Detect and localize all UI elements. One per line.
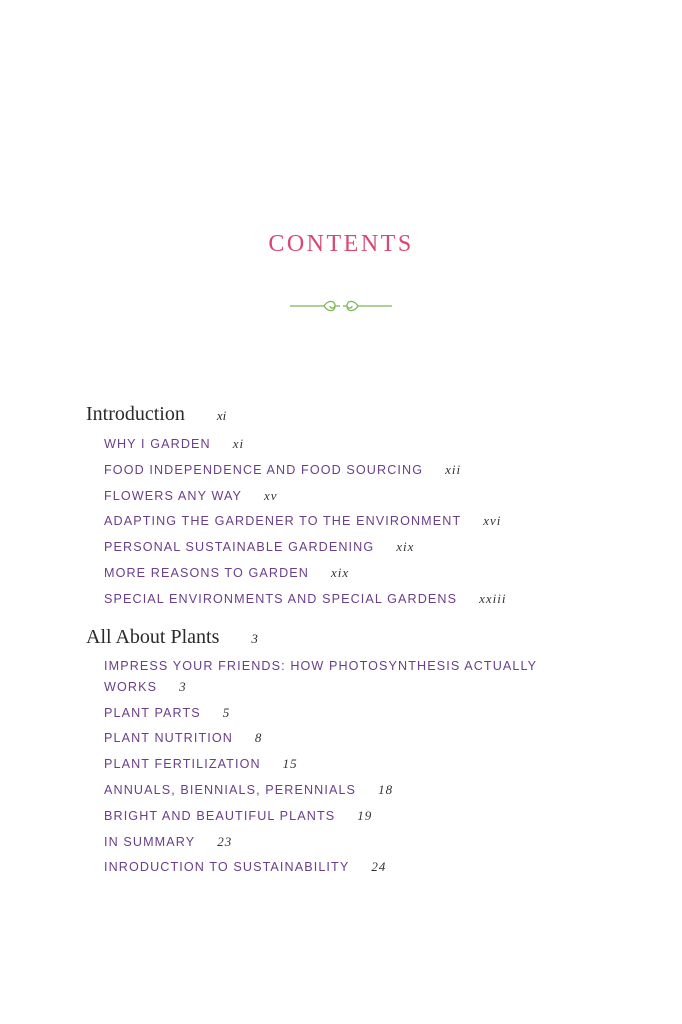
toc-entry[interactable] bbox=[104, 537, 574, 558]
entry-page-number: xix bbox=[330, 564, 350, 580]
entry-page-number: 5 bbox=[222, 704, 231, 720]
entry-page-number: 23 bbox=[217, 833, 233, 849]
toc-entry[interactable] bbox=[104, 486, 574, 507]
entry-page-number: xv bbox=[264, 487, 278, 503]
entry-title: WHY I GARDEN bbox=[104, 437, 211, 451]
entry-page-number: xxiii bbox=[479, 590, 507, 606]
entry-title: PLANT NUTRITION bbox=[104, 731, 233, 746]
entry-title: PLANT PARTS bbox=[104, 705, 201, 720]
toc-entry[interactable] bbox=[104, 806, 574, 827]
toc-entry[interactable] bbox=[104, 511, 574, 532]
entry-title: PLANT FERTILIZATION bbox=[104, 757, 261, 772]
entry-page-number: 24 bbox=[371, 859, 387, 875]
toc-entry[interactable] bbox=[104, 857, 574, 878]
leaf-ornament-icon bbox=[288, 296, 394, 316]
entry-title: FOOD INDEPENDENCE AND FOOD SOURCING bbox=[104, 462, 424, 477]
entry-title: ADAPTING THE GARDENER TO THE ENVIRONMENT bbox=[104, 514, 462, 529]
entry-title: FLOWERS ANY WAY bbox=[104, 488, 243, 503]
section-page-number: 3 bbox=[251, 631, 258, 647]
entry-page-number: xi bbox=[232, 436, 245, 451]
entry-page-number: xix bbox=[396, 539, 415, 555]
table-of-contents bbox=[86, 400, 606, 892]
entry-title: ANNUALS, BIENNIALS, PERENNIALS bbox=[104, 782, 357, 797]
entry-title: IN SUMMARY bbox=[104, 834, 196, 849]
section-page-number: xi bbox=[216, 408, 227, 423]
page-title: CONTENTS bbox=[268, 231, 414, 257]
entry-page-number: 19 bbox=[357, 807, 373, 823]
toc-entry[interactable] bbox=[104, 832, 574, 853]
entry-page-number: xii bbox=[445, 461, 462, 477]
toc-section bbox=[86, 400, 606, 609]
entry-page-number: 15 bbox=[282, 756, 298, 772]
entry-title: INRODUCTION TO SUSTAINABILITY bbox=[104, 860, 350, 875]
entry-title: BRIGHT AND BEAUTIFUL PLANTS bbox=[104, 808, 336, 823]
section-heading[interactable] bbox=[86, 400, 606, 430]
entry-page-number: 3 bbox=[179, 678, 187, 694]
toc-entry[interactable] bbox=[104, 589, 574, 610]
toc-entry[interactable] bbox=[104, 780, 574, 801]
toc-section bbox=[86, 623, 606, 878]
entry-title: SPECIAL ENVIRONMENTS AND SPECIAL GARDENS bbox=[104, 591, 458, 606]
section-heading[interactable] bbox=[86, 623, 606, 653]
toc-entry[interactable] bbox=[104, 703, 574, 724]
toc-entry[interactable] bbox=[104, 728, 574, 749]
toc-entry[interactable] bbox=[104, 657, 574, 697]
entry-title: IMPRESS YOUR FRIENDS: HOW PHOTOSYNTHESIS ACTUALLY WORKS bbox=[104, 659, 537, 694]
section-title: All About Plants bbox=[86, 626, 220, 649]
toc-entry[interactable] bbox=[104, 563, 574, 584]
entry-title: MORE REASONS TO GARDEN bbox=[104, 565, 309, 580]
toc-entry[interactable] bbox=[104, 460, 574, 481]
entry-title: PERSONAL SUSTAINABLE GARDENING bbox=[104, 540, 375, 555]
toc-entry[interactable] bbox=[104, 434, 574, 455]
entry-page-number: 18 bbox=[378, 781, 394, 797]
toc-entry[interactable] bbox=[104, 754, 574, 775]
entry-page-number: 8 bbox=[254, 730, 263, 746]
entry-page-number: xvi bbox=[483, 513, 502, 529]
section-title: Introduction bbox=[86, 403, 185, 425]
